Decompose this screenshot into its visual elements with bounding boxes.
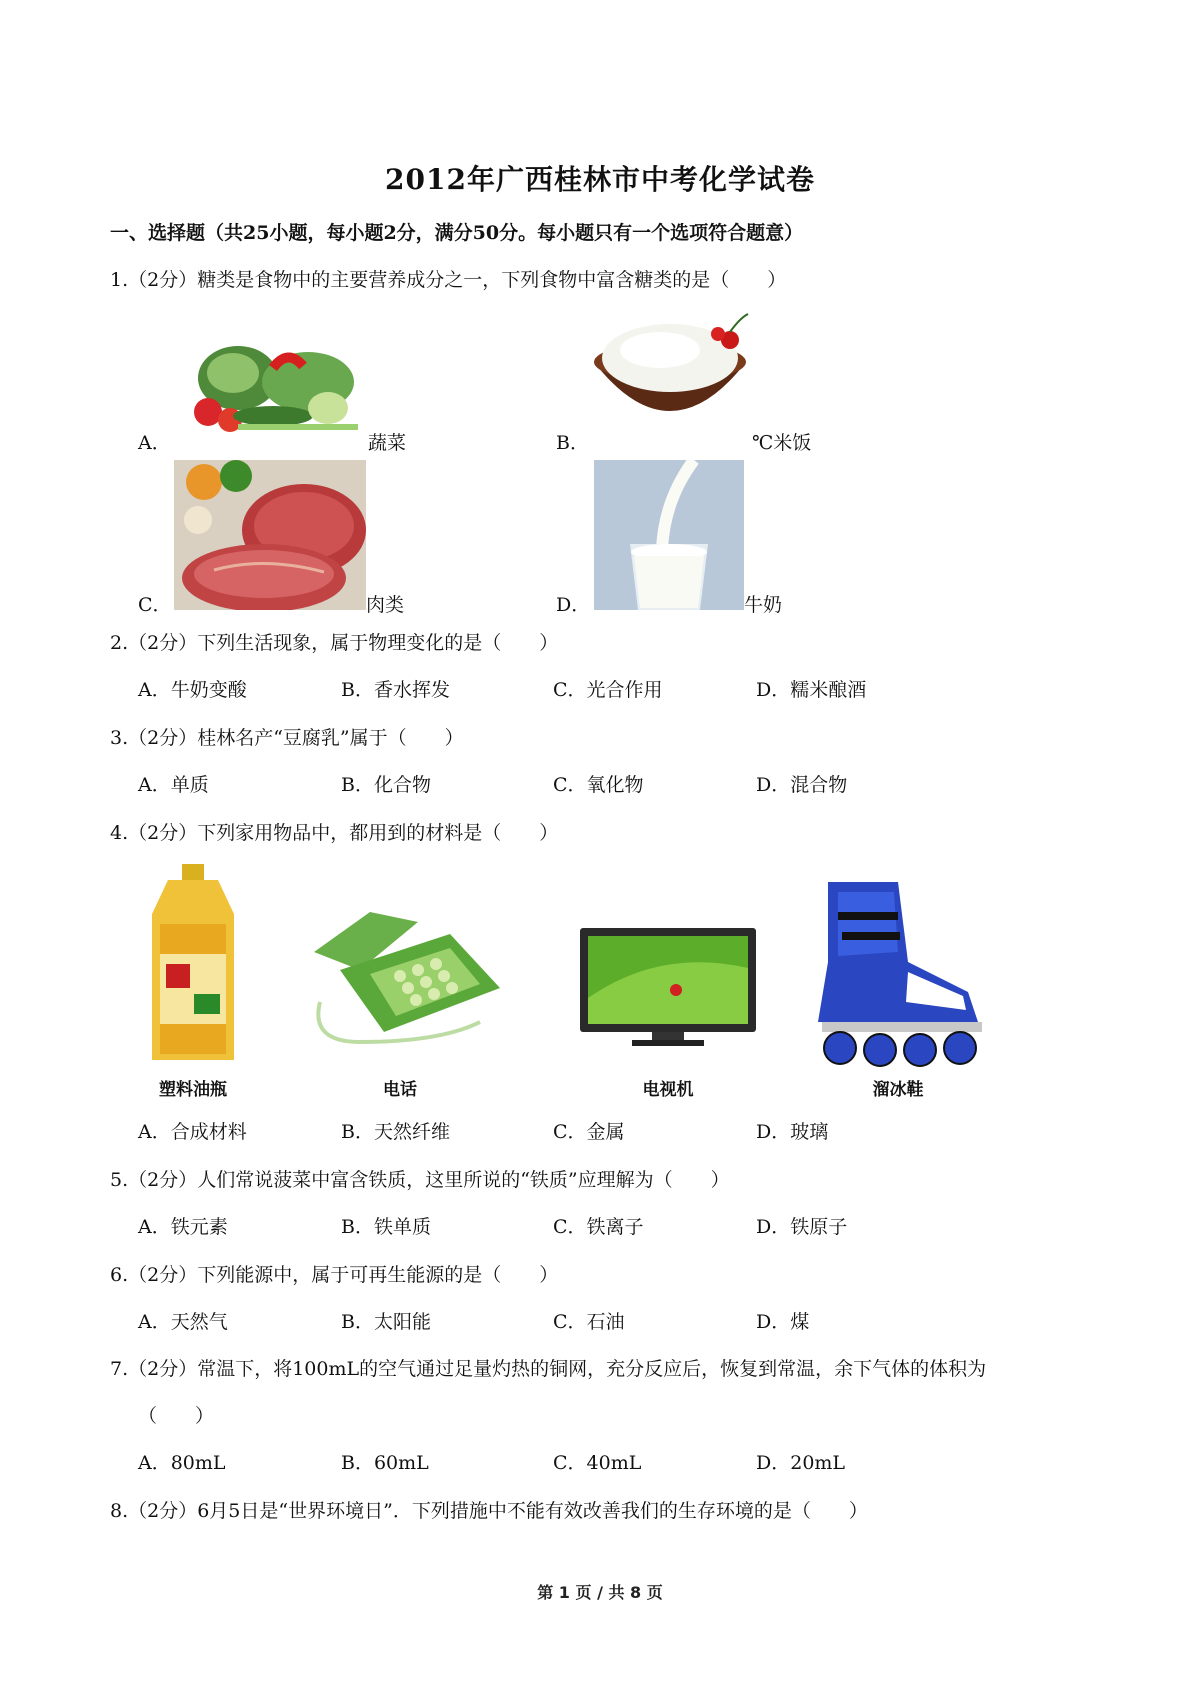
option-a[interactable]: A．铁元素 [138, 1216, 228, 1238]
telephone-picture [300, 892, 500, 1057]
option-letter: B． [556, 432, 589, 454]
question-7-options [138, 1448, 1098, 1476]
section-heading: 一、选择题（共25小题，每小题2分，满分50分。每小题只有一个选项符合题意） [110, 222, 804, 244]
question-5-options [138, 1212, 1098, 1240]
option-b[interactable]: B．太阳能 [341, 1311, 431, 1333]
question-8-stem: 8.（2分）6月5日是“世界环境日”．下列措施中不能有效改善我们的生存环境的是（ ） [110, 1500, 868, 1522]
option-c[interactable]: C．光合作用 [553, 679, 663, 701]
question-5-stem: 5.（2分）人们常说菠菜中富含铁质，这里所说的“铁质”应理解为（ ） [110, 1169, 730, 1191]
option-c[interactable]: C．氧化物 [553, 774, 644, 796]
meat-picture [174, 460, 366, 610]
television-picture [580, 928, 756, 1050]
option-a[interactable]: A．80mL [138, 1452, 226, 1474]
option-a[interactable]: A．合成材料 [138, 1121, 247, 1143]
option-d[interactable]: D．糯米酿酒 [756, 679, 867, 701]
question-1-stem: 1.（2分）糖类是食物中的主要营养成分之一，下列食物中富含糖类的是（ ） [110, 269, 787, 291]
roller-skate-picture [798, 872, 998, 1072]
option-a[interactable]: A．牛奶变酸 [138, 679, 247, 701]
question-6-stem: 6.（2分）下列能源中，属于可再生能源的是（ ） [110, 1264, 559, 1286]
option-b[interactable]: B．铁单质 [341, 1216, 431, 1238]
option-a[interactable]: A．单质 [138, 774, 209, 796]
milk-glass-picture [594, 460, 744, 610]
option-b[interactable]: B．香水挥发 [341, 679, 450, 701]
question-7-stem: 7.（2分）常温下，将100mL的空气通过足量灼热的铜网，充分反应后，恢复到常温，余下气体的体积为 [110, 1358, 987, 1380]
question-4-options [138, 1117, 1098, 1145]
television-label: 电视机 [642, 1080, 694, 1100]
option-d[interactable]: D．煤 [756, 1311, 810, 1333]
question-4-stem: 4.（2分）下列家用物品中，都用到的材料是（ ） [110, 822, 559, 844]
page-title: 2012年广西桂林市中考化学试卷 [385, 163, 815, 196]
option-b[interactable]: B．天然纤维 [341, 1121, 450, 1143]
q1-option-b[interactable] [556, 428, 589, 455]
option-d[interactable]: D．混合物 [756, 774, 848, 796]
roller-skate-label: 溜冰鞋 [872, 1080, 924, 1100]
question-7-stem-continued: （ ） [138, 1405, 215, 1427]
q1-option-a-label: 蔬菜 [368, 432, 407, 454]
option-d[interactable]: D．20mL [756, 1452, 846, 1474]
question-6-options [138, 1307, 1098, 1335]
q1-option-b-label: ℃米饭 [752, 432, 812, 454]
q1-option-c-label: 肉类 [366, 594, 405, 616]
option-letter: A． [138, 432, 171, 454]
telephone-label: 电话 [383, 1080, 417, 1100]
q1-option-c[interactable] [138, 590, 172, 617]
option-d[interactable]: D．铁原子 [756, 1216, 848, 1238]
page-number-footer: 第 1 页 / 共 8 页 [537, 1583, 663, 1602]
oil-bottle-picture [138, 864, 248, 1064]
option-c[interactable]: C．铁离子 [553, 1216, 644, 1238]
option-b[interactable]: B．化合物 [341, 774, 431, 796]
q1-option-d-label: 牛奶 [744, 594, 783, 616]
rice-bowl-picture [590, 310, 750, 448]
option-a[interactable]: A．天然气 [138, 1311, 228, 1333]
option-b[interactable]: B．60mL [341, 1452, 429, 1474]
option-c[interactable]: C．石油 [553, 1311, 625, 1333]
question-2-stem: 2.（2分）下列生活现象，属于物理变化的是（ ） [110, 632, 559, 654]
oil-bottle-label: 塑料油瓶 [159, 1080, 227, 1100]
question-3-options [138, 770, 1098, 798]
question-2-options [138, 675, 1098, 703]
option-letter: C． [138, 594, 172, 616]
option-c[interactable]: C．40mL [553, 1452, 642, 1474]
option-c[interactable]: C．金属 [553, 1121, 625, 1143]
q1-option-a[interactable] [138, 428, 171, 455]
q1-option-d[interactable] [556, 590, 590, 617]
option-d[interactable]: D．玻璃 [756, 1121, 829, 1143]
vegetables-picture [178, 338, 368, 446]
question-3-stem: 3.（2分）桂林名产“豆腐乳”属于（ ） [110, 727, 464, 749]
option-letter: D． [556, 594, 591, 616]
